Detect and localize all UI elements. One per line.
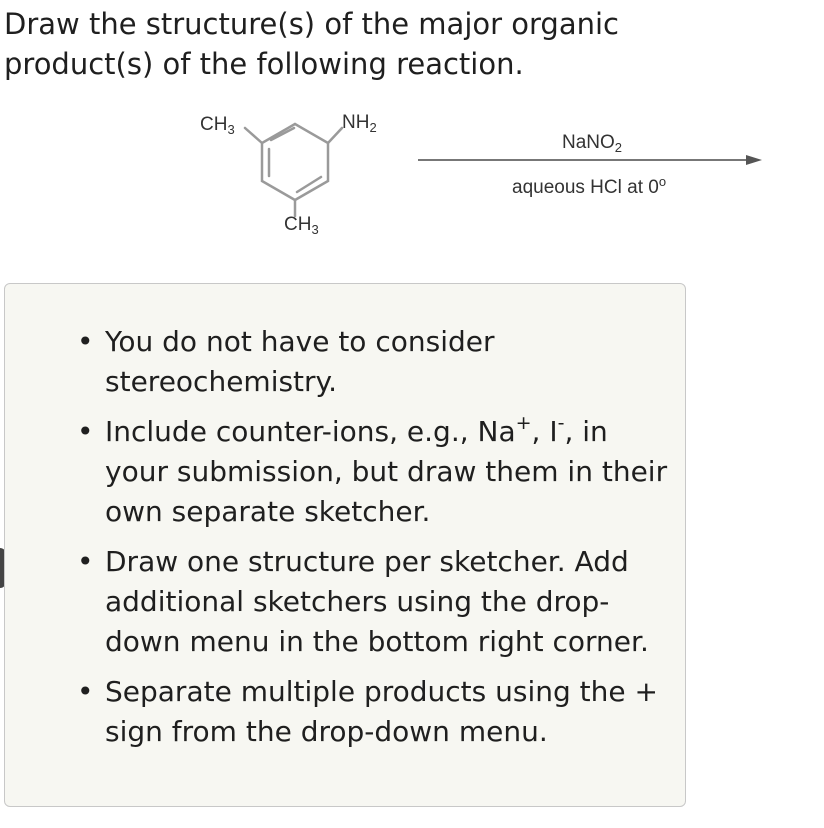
reaction-drawing [0, 100, 824, 260]
bullet-icon: • [77, 545, 94, 578]
ring-outline [262, 124, 328, 200]
bullet-icon: • [77, 415, 94, 448]
label-bottom-methyl: $CH_3$ [284, 214, 319, 237]
benzene-ring [262, 124, 328, 200]
arrow-head [746, 155, 762, 165]
bond-to-amine [328, 128, 342, 143]
hint-text-2: Include counter-ions, e.g., Na+, I-, in your submission, but draw them in their own separate sketcher. [105, 412, 668, 528]
question-line-2: product(s) of the following reaction. [4, 47, 524, 81]
bullet-icon: • [77, 325, 94, 358]
instructions-box [4, 283, 686, 807]
label-left-methyl: $CH_3$ [200, 114, 235, 137]
instructions-list [5, 322, 685, 762]
reagent-above-arrow: NaNO$_2$ [562, 132, 623, 155]
ring-double-bond-right [297, 177, 321, 192]
label-amine: $NH_2$ [342, 112, 377, 135]
list-item [5, 412, 685, 532]
reaction-arrow [418, 155, 762, 165]
reagent-below-arrow: aqueous HCl at 0$^o$ [512, 174, 667, 198]
question-line-1: Draw the structure(s) of the major organic [4, 7, 619, 41]
list-item [5, 322, 685, 402]
bond-to-left-methyl [245, 128, 262, 143]
hint-text-4: Separate multiple products using the + sign from the drop-down menu. [105, 675, 658, 748]
list-item [5, 672, 685, 752]
list-item [5, 542, 685, 662]
hint-text-1: You do not have to consider stereochemistry. [105, 325, 495, 398]
bullet-icon: • [77, 675, 94, 708]
hint-text-3: Draw one structure per sketcher. Add additional sketchers using the drop-down menu in the bottom right corner. [105, 545, 649, 658]
question-prompt [4, 4, 804, 84]
reaction-scheme [0, 100, 824, 260]
